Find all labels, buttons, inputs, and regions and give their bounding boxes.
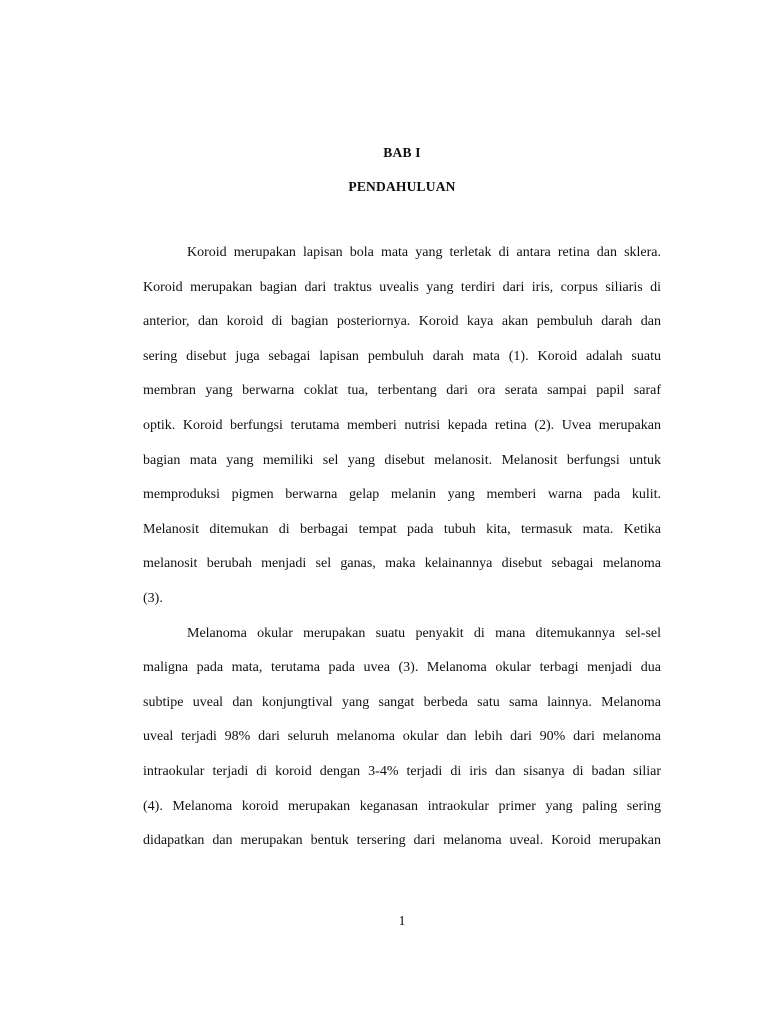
chapter-heading: BAB I <box>383 145 421 160</box>
paragraph-line: sering disebut juga sebagai lapisan pembuluh darah mata (1). Koroid adalah suatu <box>143 348 661 364</box>
paragraph-line: Melanosit ditemukan di berbagai tempat pada tubuh kita, termasuk mata. Ketika <box>143 521 661 537</box>
paragraph-line: membran yang berwarna coklat tua, terbentang dari ora serata sampai papil saraf <box>143 383 661 399</box>
paragraph-line: (4). Melanoma koroid merupakan keganasan intraokular primer yang paling sering <box>143 798 661 814</box>
body-text <box>143 242 661 865</box>
paragraph-line: melanosit berubah menjadi sel ganas, maka kelainannya disebut sebagai melanoma <box>143 556 661 572</box>
paragraph-line: Koroid merupakan lapisan bola mata yang terletak di antara retina dan sklera. <box>187 245 661 260</box>
paragraph-line: intraokular terjadi di koroid dengan 3-4% terjadi di iris dan sisanya di badan siliar <box>143 763 661 779</box>
paragraph-line: memproduksi pigmen berwarna gelap melanin yang memberi warna pada kulit. <box>143 487 661 503</box>
paragraph-line: bagian mata yang memiliki sel yang disebut melanosit. Melanosit berfungsi untuk <box>143 452 661 468</box>
paragraph-line: anterior, dan koroid di bagian posteriornya. Koroid kaya akan pembuluh darah dan <box>143 314 661 330</box>
paragraph-line: Melanoma okular merupakan suatu penyakit di mana ditemukannya sel-sel <box>187 625 661 641</box>
paragraph-line: uveal terjadi 98% dari seluruh melanoma okular dan lebih dari 90% dari melanoma <box>143 729 661 745</box>
paragraph-line: subtipe uveal dan konjungtival yang sangat berbeda satu sama lainnya. Melanoma <box>143 694 661 710</box>
page-number: 1 <box>398 914 406 929</box>
paragraph-line: maligna pada mata, terutama pada uvea (3). Melanoma okular terbagi menjadi dua <box>143 660 661 676</box>
paragraph-line: Koroid merupakan bagian dari traktus uvealis yang terdiri dari iris, corpus siliaris di <box>143 279 661 295</box>
paragraph-line: optik. Koroid berfungsi terutama memberi nutrisi kepada retina (2). Uvea merupakan <box>143 417 661 433</box>
chapter-title: PENDAHULUAN <box>348 179 456 194</box>
paragraph-line: (3). <box>143 590 163 606</box>
paragraph-line: didapatkan dan merupakan bentuk tersering dari melanoma uveal. Koroid merupakan <box>143 833 661 849</box>
